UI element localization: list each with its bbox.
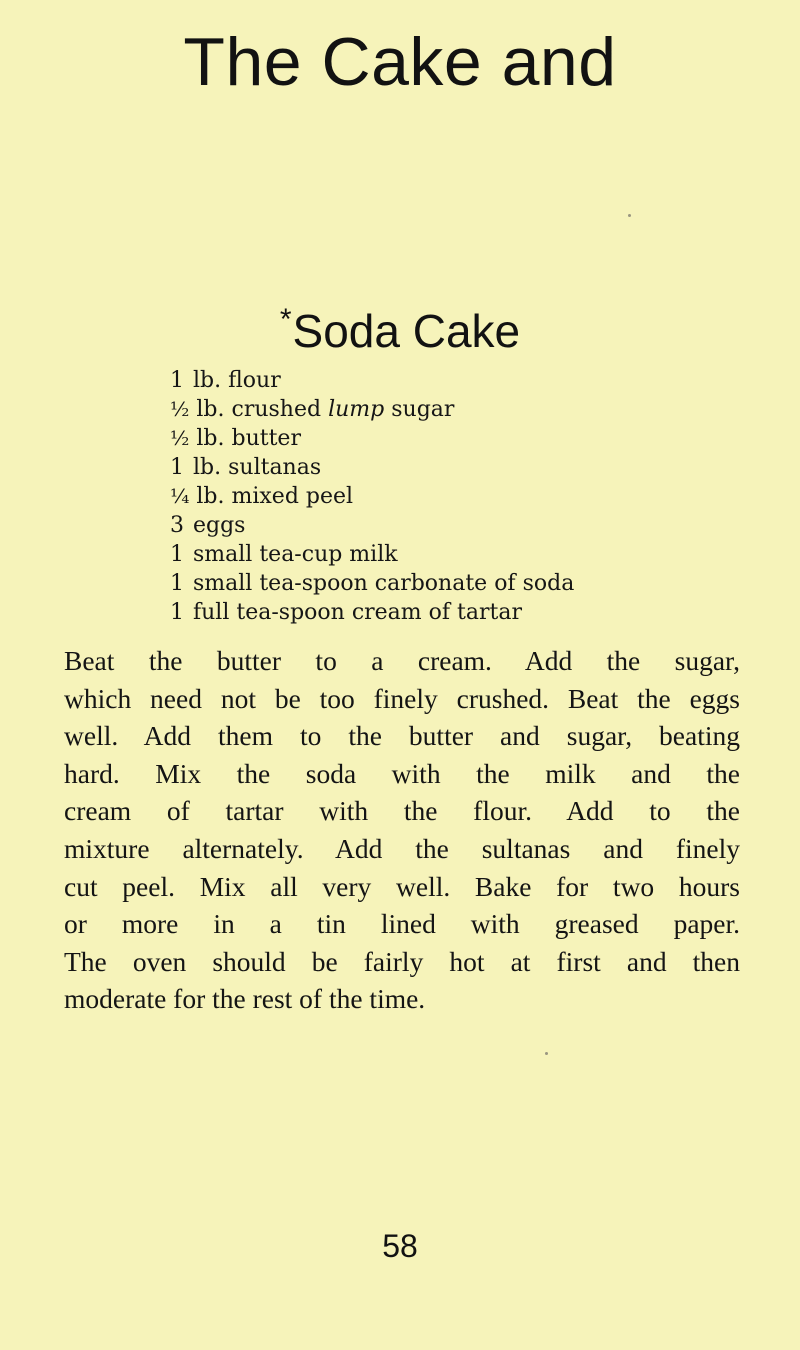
title-asterisk: * [279, 303, 292, 336]
ingredient-item [170, 424, 730, 453]
method-line: moderate for the rest of the time. [64, 983, 426, 1015]
ingredient-quantity: 3 [170, 513, 184, 538]
ingredient-quantity: ¼ [170, 484, 190, 508]
method-line: hard. Mix the soda with the milk and the [64, 757, 740, 789]
method-line: mixture alternately. Add the sultanas and finely [64, 832, 740, 864]
ingredient-item [170, 366, 730, 395]
ingredient-emphasis: lump [328, 397, 385, 422]
method-line: The oven should be fairly hot at first and then [64, 945, 740, 977]
ingredient-text: lb. crushed [196, 397, 322, 422]
ingredient-text: eggs [193, 513, 246, 538]
ingredient-quantity: 1 [170, 571, 184, 596]
ingredient-quantity: 1 [170, 368, 184, 393]
ingredient-item [170, 569, 730, 598]
ingredient-text: small tea-spoon carbonate of soda [193, 571, 575, 596]
paper-speck [545, 1052, 548, 1055]
method-line: Beat the butter to a cream. Add the sugar, [64, 645, 740, 676]
ingredient-quantity: 1 [170, 455, 184, 480]
ingredient-text: lb. mixed peel [196, 484, 354, 509]
ingredient-text-after: sugar [391, 397, 455, 422]
method-line: which need not be too finely crushed. Beat the eggs [64, 682, 740, 714]
recipe-title [0, 290, 800, 361]
ingredient-text: full tea-spoon cream of tartar [193, 600, 522, 625]
ingredient-item [170, 482, 730, 511]
recipe-title-text: Soda Cake [292, 305, 521, 357]
ingredient-item [170, 395, 730, 424]
ingredient-item [170, 540, 730, 569]
ingredient-item [170, 598, 730, 627]
ingredient-quantity: ½ [170, 397, 190, 421]
ingredient-text: lb. sultanas [193, 455, 322, 480]
ingredient-quantity: ½ [170, 426, 190, 450]
ingredient-quantity: 1 [170, 542, 184, 567]
method-line: or more in a tin lined with greased paper. [64, 908, 740, 940]
ingredient-list [170, 366, 730, 627]
ingredient-quantity: 1 [170, 600, 184, 625]
ingredient-text: lb. flour [193, 368, 281, 393]
ingredient-text: lb. butter [196, 426, 301, 451]
page-number: 58 [382, 1228, 418, 1264]
method-line: cream of tartar with the flour. Add to the [64, 795, 740, 827]
method-line: cut peel. Mix all very well. Bake for two hours [64, 870, 740, 902]
ingredient-text: small tea-cup milk [193, 542, 398, 567]
method-line: well. Add them to the butter and sugar, beating [64, 720, 740, 752]
ingredient-item [170, 453, 730, 482]
method-paragraph [64, 642, 740, 1018]
ingredient-item [170, 511, 730, 540]
paper-speck [628, 214, 631, 217]
running-head: The Cake and [183, 24, 617, 100]
